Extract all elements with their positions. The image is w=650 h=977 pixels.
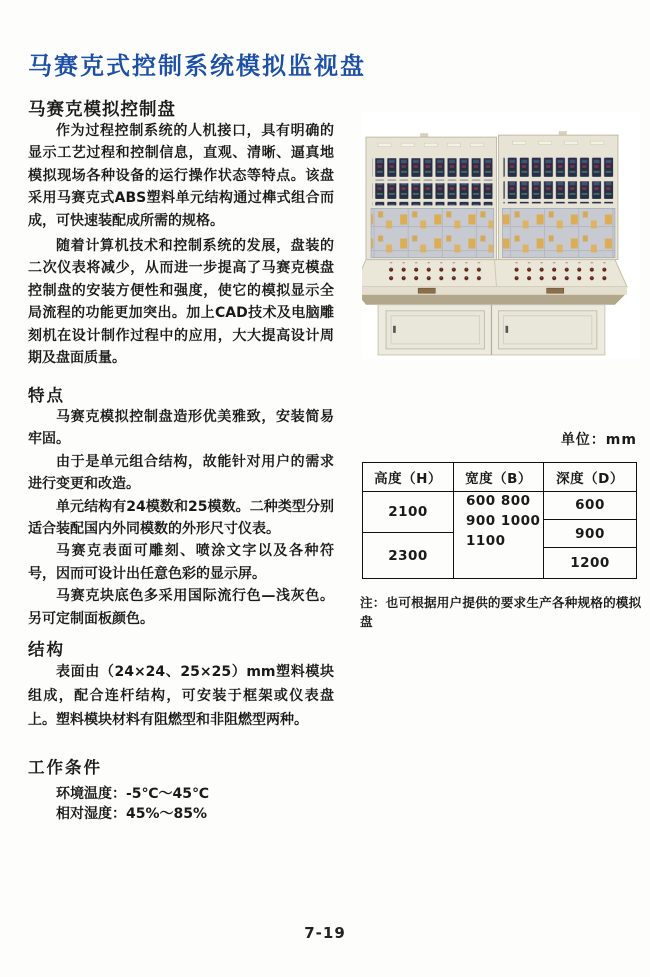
console-photo [362, 112, 640, 359]
unit-label: 单位：mm [560, 432, 637, 448]
conditions-heading: 工作条件 [28, 758, 102, 777]
structure-heading: 结构 [28, 640, 65, 659]
width-values-line-1: 600 800 [466, 493, 531, 509]
features-paragraph-5: 马赛克块底色多采用国际流行色—浅灰色。另可定制面板颜色。 [28, 588, 334, 627]
depth-value-3: 1200 [570, 555, 610, 571]
spec-table [362, 462, 637, 579]
height-value-1: 2100 [388, 503, 428, 520]
console-illustration [362, 112, 640, 359]
features-paragraph-2: 由于是单元组合结构，故能针对用户的需求进行变更和改造。 [28, 453, 334, 493]
features-text [28, 406, 334, 630]
features-paragraph-3: 单元结构有24模数和25模数。二种类型分别适合装配国内外同模数的外形尺寸仪表。 [28, 498, 334, 538]
header-depth: 深度（D） [556, 470, 624, 487]
table-note: 注：也可根据用户提供的要求生产各种规格的模拟盘 [360, 595, 642, 629]
conditions-text [28, 784, 334, 824]
width-values-line-2: 900 1000 1100 [466, 513, 541, 549]
structure-paragraph-1: 表面由（24×24、25×25）mm塑料模块组成，配合连杆结构，可安装于框架或仪表盘上。塑料模块材料有阻燃型和非阻燃型两种。 [28, 664, 334, 728]
intro-text [28, 120, 334, 369]
relative-humidity-line: 相对湿度：45%～85% [56, 806, 208, 822]
header-width: 宽度（B） [465, 470, 532, 487]
width-values [454, 491, 543, 578]
header-height: 高度（H） [374, 470, 442, 487]
features-paragraph-4: 马赛克表面可雕刻、喷涂文字以及各种符号，因而可设计出任意色彩的显示屏。 [28, 543, 334, 582]
ambient-temperature-line: 环境温度：-5℃～45℃ [56, 786, 209, 802]
page-number: 7-19 [304, 924, 346, 942]
page-title: 马赛克式控制系统模拟监视盘 [28, 52, 366, 80]
features-paragraph-1: 马赛克模拟控制盘造形优美雅致，安装简易牢固。 [28, 409, 334, 448]
intro-paragraph-1: 作为过程控制系统的人机接口，具有明确的显示工艺过程和控制信息，直观、清晰、逼真地模拟现场各种设备的运行操作状态等特点。该盘采用马赛克式ABS塑料单元结构通过榫式组合而成，可快速装配成所需的规格。 [28, 123, 334, 229]
depth-value-1: 600 [575, 497, 605, 513]
intro-paragraph-2: 随着计算机技术和控制系统的发展，盘装的二次仪表将减少，从而进一步提高了马赛克模盘控制盘的安装方便性和强度，使它的模拟显示全局流程的功能更加突出。加上CAD技术及电脑雕刻机在设计制作过程中的应用，大大提高设计周期及盘面质量。 [28, 238, 334, 367]
structure-text [28, 660, 334, 732]
intro-heading: 马赛克模拟控制盘 [28, 100, 176, 120]
height-value-2: 2300 [388, 547, 428, 564]
features-heading: 特点 [28, 386, 65, 405]
depth-value-2: 900 [575, 525, 605, 542]
